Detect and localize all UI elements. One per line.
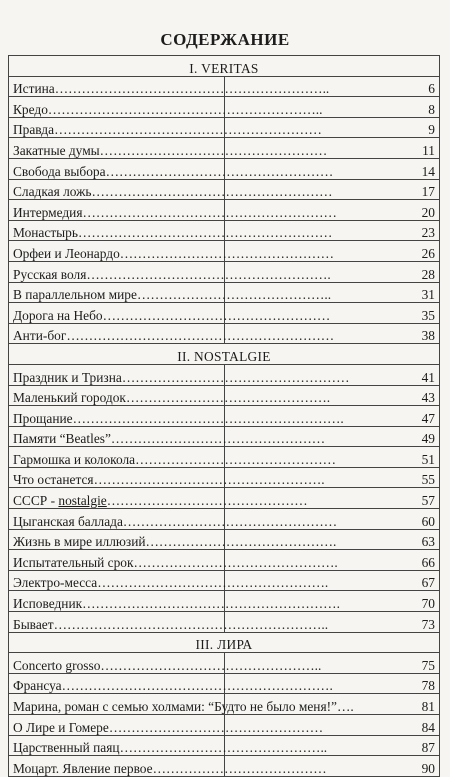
entry-label-cell <box>9 261 331 282</box>
entry-title: В параллельном мире <box>13 287 137 303</box>
entry-page-number: 6 <box>224 76 440 97</box>
entry-page-number: 9 <box>224 117 440 138</box>
entry-title: Что останется <box>13 472 94 488</box>
entry-label-cell <box>9 570 329 591</box>
leader-dots: …………………………………………………… <box>66 328 335 344</box>
leader-dots: ………………………………………… <box>110 431 326 447</box>
entry-title: Закатные думы <box>13 142 100 158</box>
toc-entry[interactable] <box>9 550 440 571</box>
entry-label-cell <box>9 241 335 262</box>
entry-label-cell <box>9 158 334 179</box>
entry-title: СССР - <box>13 493 59 509</box>
entry-title: Монастырь <box>13 225 78 241</box>
leader-dots: ……………………………………………… <box>91 184 333 200</box>
entry-label-cell <box>9 303 331 324</box>
entry-title: Интермедия <box>13 204 83 220</box>
entry-page-number: 26 <box>224 241 440 262</box>
entry-label-cell <box>9 364 350 385</box>
leader-dots: ……………………………………………. <box>93 472 325 488</box>
leader-dots: ………………………………………………… <box>82 204 337 220</box>
entry-label-cell <box>9 653 322 674</box>
toc-entry[interactable] <box>9 241 440 262</box>
entry-title: Истина <box>13 81 55 97</box>
toc-entry[interactable] <box>9 612 440 633</box>
toc-entry[interactable] <box>9 158 440 179</box>
entry-label-cell <box>9 138 328 159</box>
entry-title: Испытательный срок <box>13 554 134 570</box>
toc-entry[interactable] <box>9 467 440 488</box>
entry-title: Жизнь в мире иллюзий <box>13 534 146 550</box>
entry-title: Прощание <box>13 410 73 426</box>
entry-title: Орфеи и Леонардо <box>13 245 120 261</box>
entry-title: Concerto grosso <box>13 657 101 673</box>
toc-entry[interactable] <box>9 200 440 221</box>
page-title: СОДЕРЖАНИЕ <box>160 30 290 49</box>
entry-label-cell <box>9 591 340 612</box>
toc-entry[interactable] <box>9 138 440 159</box>
entry-page-number: 28 <box>224 261 440 282</box>
toc-entry[interactable] <box>9 673 440 694</box>
toc-entry[interactable] <box>9 570 440 591</box>
entry-page-number: 38 <box>224 323 440 344</box>
entry-page-number: 41 <box>224 364 440 385</box>
toc-entry[interactable] <box>9 488 440 509</box>
entry-page-number: 70 <box>224 591 440 612</box>
entry-page-number: 23 <box>224 220 440 241</box>
leader-dots: …………………………………………… <box>99 142 328 158</box>
entry-title: Марина, роман с семью холмами: “Будто не было меня!” <box>13 699 338 714</box>
leader-dots: ………………………………………………… <box>77 225 333 241</box>
entry-label-cell <box>9 220 333 241</box>
entry-title: Правда <box>13 122 55 138</box>
toc-entry[interactable] <box>9 529 440 550</box>
entry-label-cell <box>9 467 325 488</box>
leader-dots: ……………………………………. <box>145 534 337 550</box>
entry-label-cell <box>9 385 331 406</box>
entry-page-number: 73 <box>224 612 440 633</box>
entry-label-cell <box>9 715 324 736</box>
entry-title: Свобода выбора <box>13 163 106 179</box>
entry-page-number: 14 <box>224 158 440 179</box>
section-heading: II. NOSTALGIE <box>9 344 440 365</box>
entry-page-number: 67 <box>224 570 440 591</box>
toc-entry[interactable] <box>9 756 440 777</box>
entry-title: О Лире и Гомере <box>13 719 109 735</box>
entry-label-cell <box>9 735 328 756</box>
leader-dots: ……………………………………… <box>135 451 336 467</box>
entry-label-cell <box>9 550 338 571</box>
toc-entry[interactable] <box>9 364 440 385</box>
entry-label-cell <box>9 694 354 715</box>
toc-entry[interactable] <box>9 117 440 138</box>
leader-dots: …………………………………………………….. <box>54 81 330 97</box>
entry-title: Кредо <box>13 101 48 117</box>
entry-title: Сладкая ложь <box>13 184 92 200</box>
leader-dots: ………………………………………… <box>122 513 338 529</box>
leader-dots: …………………………………………………… <box>54 122 322 138</box>
toc-entry[interactable] <box>9 406 440 427</box>
entry-title: Бывает <box>13 616 54 632</box>
leader-dots: ……………………………………… <box>106 493 308 509</box>
entry-page-number: 63 <box>224 529 440 550</box>
entry-page-number: 35 <box>224 303 440 324</box>
section-heading-row <box>9 632 440 653</box>
leader-dots: ……………………………………………………. <box>61 678 333 694</box>
entry-title: Анти-бог <box>13 328 67 344</box>
leader-dots: ………………………………………….. <box>100 657 322 673</box>
entry-title: Гармошка и колокола <box>13 451 136 467</box>
toc-entry[interactable] <box>9 97 440 118</box>
entry-page-number: 43 <box>224 385 440 406</box>
entry-label-cell <box>9 673 333 694</box>
entry-page-number: 57 <box>224 488 440 509</box>
entry-page-number: 20 <box>224 200 440 221</box>
toc-entry[interactable] <box>9 426 440 447</box>
leader-dots: ………………………………………. <box>133 554 338 570</box>
leader-dots: ………………………………………… <box>108 719 324 735</box>
entry-label-cell <box>9 529 337 550</box>
entry-page-number: 17 <box>224 179 440 200</box>
entry-label-cell <box>9 323 335 344</box>
leader-dots: …………………………………………………….. <box>53 616 329 632</box>
leader-dots: ……………………………………….. <box>119 740 328 756</box>
entry-title: Цыганская баллада <box>13 513 123 529</box>
entry-label-cell <box>9 200 337 221</box>
section-heading: I. VERITAS <box>9 56 440 77</box>
leader-dots: …………………………………………… <box>102 307 331 323</box>
entry-page-number: 75 <box>224 653 440 674</box>
entry-page-number: 81 <box>224 694 440 715</box>
entry-title: Дорога на Небо <box>13 307 103 323</box>
entry-title: Памяти “Beatles” <box>13 431 111 447</box>
entry-page-number: 31 <box>224 282 440 303</box>
entry-page-number: 8 <box>224 97 440 118</box>
toc-entry[interactable] <box>9 323 440 344</box>
entry-label-cell <box>9 97 323 118</box>
entry-label-cell <box>9 612 329 633</box>
leader-dots: …………………………………………… <box>121 369 350 385</box>
entry-title: Моцарт. Явление первое <box>13 760 153 776</box>
leader-dots: …………………………………………………. <box>82 596 340 612</box>
toc-entry[interactable] <box>9 509 440 530</box>
entry-page-number: 49 <box>224 426 440 447</box>
entry-label-cell <box>9 282 332 303</box>
leader-dots: ……………………………………………………. <box>72 410 344 426</box>
toc-entry[interactable] <box>9 282 440 303</box>
entry-title: Праздник и Тризна <box>13 369 122 385</box>
entry-page-number: 87 <box>224 735 440 756</box>
toc-entry[interactable] <box>9 591 440 612</box>
leader-dots: ………………………………… <box>152 760 327 776</box>
entry-label-cell <box>9 509 338 530</box>
leader-dots: …………………………………….. <box>136 287 332 303</box>
entry-label-cell <box>9 76 330 97</box>
entry-label-cell <box>9 447 336 468</box>
entry-page-number: 11 <box>224 138 440 159</box>
entry-title: Царственный паяц <box>13 740 120 756</box>
section-heading: III. ЛИРА <box>9 632 440 653</box>
entry-page-number: 66 <box>224 550 440 571</box>
toc-entry[interactable] <box>9 385 440 406</box>
entry-title: Франсуа <box>13 678 62 694</box>
leader-dots: …………………………………………… <box>105 163 334 179</box>
toc-entry[interactable] <box>9 694 440 715</box>
toc-entry[interactable] <box>9 715 440 736</box>
entry-label-cell <box>9 426 326 447</box>
table-of-contents <box>8 55 440 777</box>
entry-page-number: 84 <box>224 715 440 736</box>
entry-title: Электро-месса <box>13 575 98 591</box>
entry-label-cell <box>9 756 327 777</box>
leader-dots: …………………………………………………….. <box>47 101 323 117</box>
leader-dots: …. <box>337 699 354 714</box>
entry-page-number: 60 <box>224 509 440 530</box>
entry-title: Исповедник <box>13 596 83 612</box>
entry-title-link[interactable]: nostalgie <box>58 493 107 509</box>
toc-entry[interactable] <box>9 261 440 282</box>
leader-dots: ………………………………………. <box>125 390 331 406</box>
entry-page-number: 78 <box>224 673 440 694</box>
entry-label-cell <box>9 117 322 138</box>
entry-page-number: 55 <box>224 467 440 488</box>
toc-entry[interactable] <box>9 179 440 200</box>
entry-page-number: 90 <box>224 756 440 777</box>
toc-entry[interactable] <box>9 303 440 324</box>
entry-label-cell <box>9 179 333 200</box>
entry-page-number: 51 <box>224 447 440 468</box>
entry-label-cell <box>9 406 344 427</box>
leader-dots: ……………………………………………. <box>97 575 329 591</box>
leader-dots: ………………………………………………. <box>86 266 331 282</box>
leader-dots: ………………………………………… <box>119 245 335 261</box>
entry-title: Маленький городок <box>13 390 126 406</box>
toc-entry[interactable] <box>9 735 440 756</box>
entry-title: Русская воля <box>13 266 87 282</box>
entry-label-cell <box>9 488 308 509</box>
toc-entry[interactable] <box>9 76 440 97</box>
toc-entry[interactable] <box>9 220 440 241</box>
toc-entry[interactable] <box>9 653 440 674</box>
section-heading-row <box>9 56 440 77</box>
entry-page-number: 47 <box>224 406 440 427</box>
toc-entry[interactable] <box>9 447 440 468</box>
section-heading-row <box>9 344 440 365</box>
